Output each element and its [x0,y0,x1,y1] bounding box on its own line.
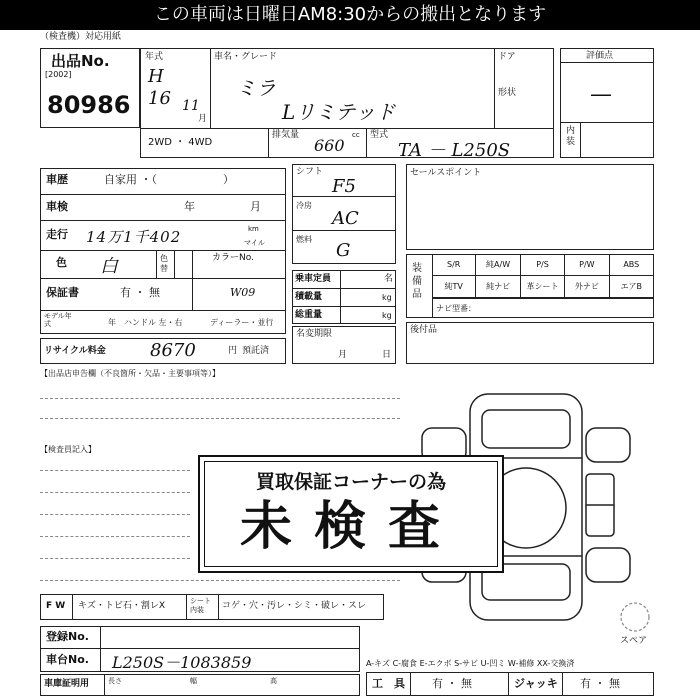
interior-label: 内装 [566,126,576,147]
warranty-label: 保証書 [46,286,79,299]
history-label: 車歴 [46,173,68,186]
inspector-note-label: 【検査員記入】 [40,445,96,454]
fw-label: F W [46,601,66,611]
equipment-item: エアB [610,276,654,298]
capacity-label: 乗車定員 [295,274,332,284]
lot-number: 80986 [47,91,131,119]
fw-items: キズ・トビ石・割レX [78,601,165,611]
history-value: 自家用 ・（ ） [104,173,234,186]
year-value: 16 [148,88,171,109]
name-change-label: 名変期限 [296,329,333,339]
inspection-label: 車検 [46,200,68,213]
recycle-value: 8670 [150,340,196,361]
grade-name: Lリミテッド [282,100,396,124]
displacement-unit: cc [352,131,360,139]
tools-value: 有 ・ 無 [432,677,472,690]
capacity-unit: 名 [384,274,394,284]
year-month: 11 [182,98,200,114]
stamp-top: 買取保証コーナーの為 [255,471,446,493]
year-era: H [148,66,164,87]
header-note: （検査機）対応用紙 [40,32,122,42]
shift-label: シフト [296,167,324,177]
color-value: 白 [100,256,118,277]
name-change-day: 日 [382,350,392,360]
equipment-item: 純ナビ [476,276,520,298]
navi-model-label: ナビ型番： [436,304,476,313]
shape-label: 形状 [498,88,517,98]
aftermarket-box [406,322,654,364]
mileage-value: 14万1千402 [86,228,182,246]
color-no-value: W09 [230,286,256,299]
color-no-label: カラーNo. [212,253,254,263]
score-value: — [590,82,612,107]
equipment-label: 装備品 [412,263,422,300]
name-label: 車名・グレード [214,52,278,62]
spare-tire-icon [618,600,652,634]
name-change-month: 月 [338,350,348,360]
chassis-label: 車台No. [46,653,89,666]
recycle-label: リサイクル料金 [44,346,106,356]
aftermarket-label: 後付品 [410,325,438,335]
equipment-item: 純TV [432,276,476,298]
mileage-km: km [248,225,259,233]
certificate-height: 高 [270,677,277,685]
lot-label: 出品No. [51,52,110,70]
jack-value: 有 ・ 無 [580,677,620,690]
model-year-label: モデル年式 [44,312,72,328]
load-label: 積載量 [295,292,323,302]
jack-label: ジャッキ [514,677,558,690]
color-label: 色 [56,256,67,269]
certificate-label: 車庫証明用 [44,679,90,689]
dealer-note-label: 【出品店申告欄（不良箇所・欠品・主要事項等）】 [40,369,220,378]
model-code-value: TA － L250S [398,140,511,161]
inspection-year-unit: 年 [184,200,195,213]
displacement-label: 排気量 [272,130,300,140]
equipment-item: ABS [610,254,654,276]
chassis-value: L250S－1083859 [112,653,252,672]
lot-small: [2002] [45,70,72,79]
spare-label: スペア [620,636,648,646]
displacement-value: 660 [314,136,345,155]
ac-value: AC [332,208,359,229]
year-month-unit: 月 [198,114,208,124]
fuel-label: 燃料 [296,235,312,244]
equipment-item: 純A/W [476,254,520,276]
handle-value: ハンドル 左・右 [124,318,183,327]
equipment-item: S/R [432,254,476,276]
gross-unit: kg [382,311,392,320]
drive-label: 2WD ・ 4WD [148,137,213,148]
door-label: ドア [498,52,516,62]
gross-label: 総重量 [295,310,323,320]
equipment-item: 革シート [521,276,565,298]
certificate-width: 幅 [190,677,197,685]
equipment-item: 外ナビ [565,276,609,298]
shift-value: F5 [332,176,356,197]
model-code-label: 型式 [370,130,389,140]
color-change-label: 色替 [160,254,168,273]
tools-label: 工 具 [372,677,405,690]
damage-legend: A-キズ C-腐食 E-エクボ S-サビ U-凹ミ W-補修 XX-交換済 [366,659,575,668]
model-name: ミラ [236,76,276,100]
sales-point-label: セールスポイント [410,168,482,178]
unchecked-stamp [198,455,504,573]
load-unit: kg [382,293,392,302]
lot-box [40,48,140,128]
mileage-mile: マイル [244,239,265,247]
registration-label: 登録No. [46,630,89,643]
seat-items: コゲ・穴・汚レ・シミ・破レ・スレ [222,601,367,611]
stamp-main: 未検査 [239,497,462,557]
seat-label: シート内装 [190,597,211,614]
score-label: 評価点 [586,51,614,61]
pickup-banner: この車両は日曜日AM8:30からの搬出となります [0,0,700,30]
year-label: 年式 [145,52,164,62]
equipment-item: P/W [565,254,609,276]
recycle-unit: 円 [228,346,238,356]
certificate-length: 長さ [108,677,122,685]
inspection-month-unit: 月 [250,200,261,213]
mileage-label: 走行 [46,228,68,241]
warranty-value: 有 ・ 無 [120,286,160,299]
recycle-note: 預託済 [242,346,270,356]
ac-label: 冷房 [296,201,312,210]
model-year-unit: 年 [108,318,116,327]
equipment-item: P/S [521,254,565,276]
equipment-grid [432,254,654,298]
dealer-value: ディーラー・並行 [210,318,274,327]
fuel-value: G [336,240,351,261]
